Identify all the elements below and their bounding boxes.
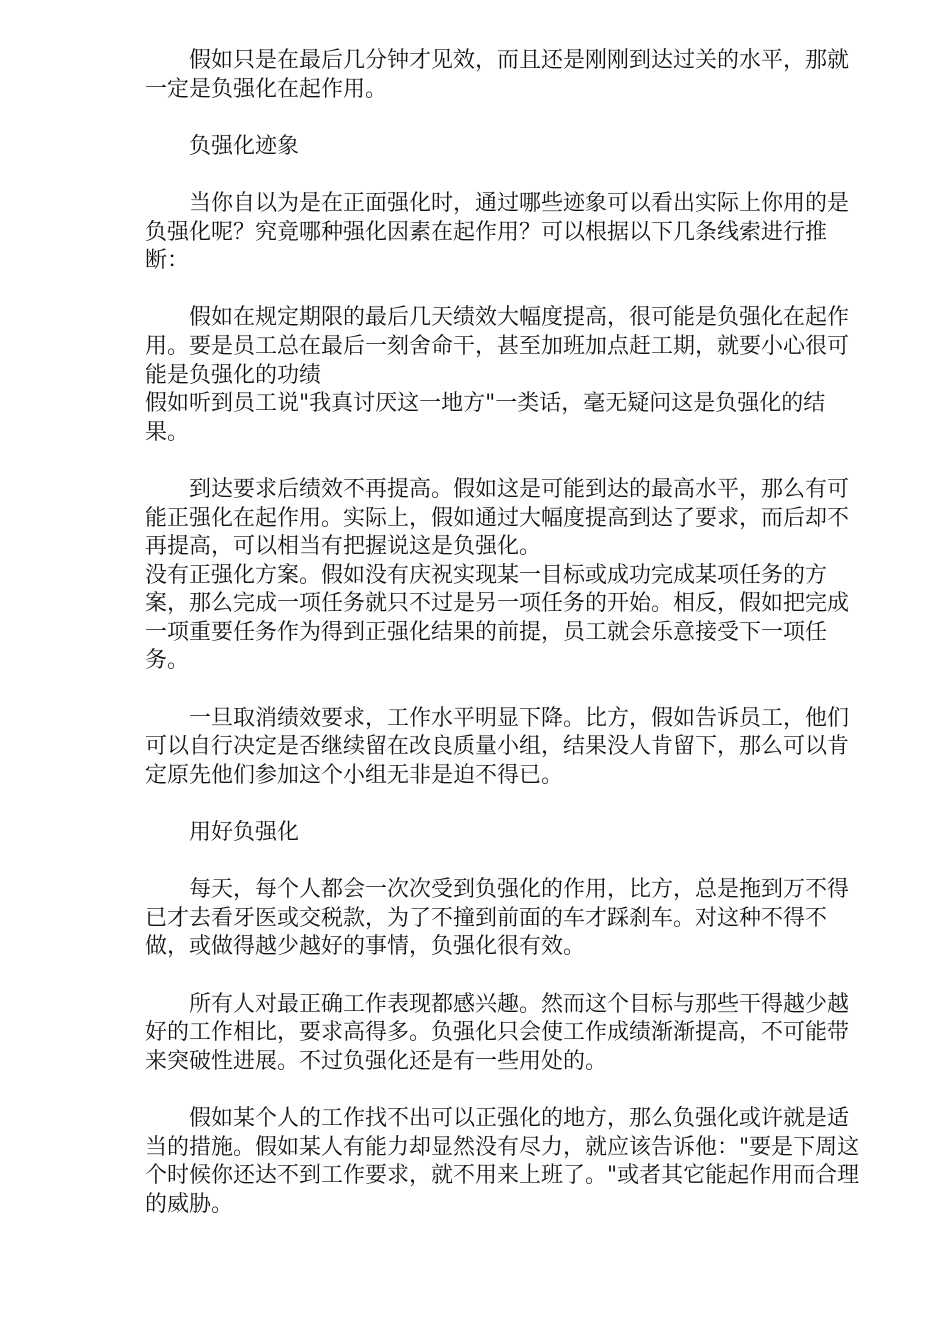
paragraph-1: 假如只是在最后几分钟才见效，而且还是刚刚到达过关的水平，那就一定是负强化在起作用。 <box>145 48 850 102</box>
paragraph-5: 到达要求后绩效不再提高。假如这是可能到达的最高水平，那么有可能正强化在起作用。实际上，假如通过大幅度提高到达了要求，而后却不再提高，可以相当有把握说这是负强化。 <box>145 476 850 560</box>
section-heading-use-negative: 用好负强化 <box>189 820 300 846</box>
paragraph-6: 没有正强化方案。假如没有庆祝实现某一目标或成功完成某项任务的方案，那么完成一项任务就只不过是另一项任务的开始。相反，假如把完成一项重要任务作为得到正强化结果的前提，员工就会乐意接受下一项任务。 <box>145 562 850 674</box>
section-heading-negative-signs: 负强化迹象 <box>189 133 300 159</box>
paragraph-4: 假如听到员工说"我真讨厌这一地方"一类话，毫无疑问这是负强化的结果。 <box>145 391 826 445</box>
paragraph-3: 假如在规定期限的最后几天绩效大幅度提高，很可能是负强化在起作用。要是员工总在最后一刻舍命干，甚至加班加点赶工期，就要小心很可能是负强化的功绩 <box>145 305 850 388</box>
document-page <box>145 47 865 1219</box>
paragraph-8: 每天，每个人都会一次次受到负强化的作用，比方，总是拖到万不得已才去看牙医或交税款，为了不撞到前面的车才踩刹车。对这种不得不做，或做得越少越好的事情，负强化很有效。 <box>145 877 850 960</box>
paragraph-10: 假如某个人的工作找不出可以正强化的地方，那么负强化或许就是适当的措施。假如某人有能力却显然没有尽力，就应该告诉他："要是下周这个时候你还达不到工作要求，就不用来上班了。"或者其它能起作用而合理的威胁。 <box>145 1105 860 1217</box>
paragraph-9: 所有人对最正确工作表现都感兴趣。然而这个目标与那些干得越少越好的工作相比，要求高得多。负强化只会使工作成绩渐渐提高，不可能带来突破性进展。不过负强化还是有一些用处的。 <box>145 991 850 1074</box>
paragraph-2: 当你自以为是在正面强化时，通过哪些迹象可以看出实际上你用的是负强化呢？究竟哪种强化因素在起作用？可以根据以下几条线索进行推断： <box>145 190 850 274</box>
paragraph-7: 一旦取消绩效要求，工作水平明显下降。比方，假如告诉员工，他们可以自行决定是否继续留在改良质量小组，结果没人肯留下，那么可以肯定原先他们参加这个小组无非是迫不得已。 <box>145 705 850 788</box>
